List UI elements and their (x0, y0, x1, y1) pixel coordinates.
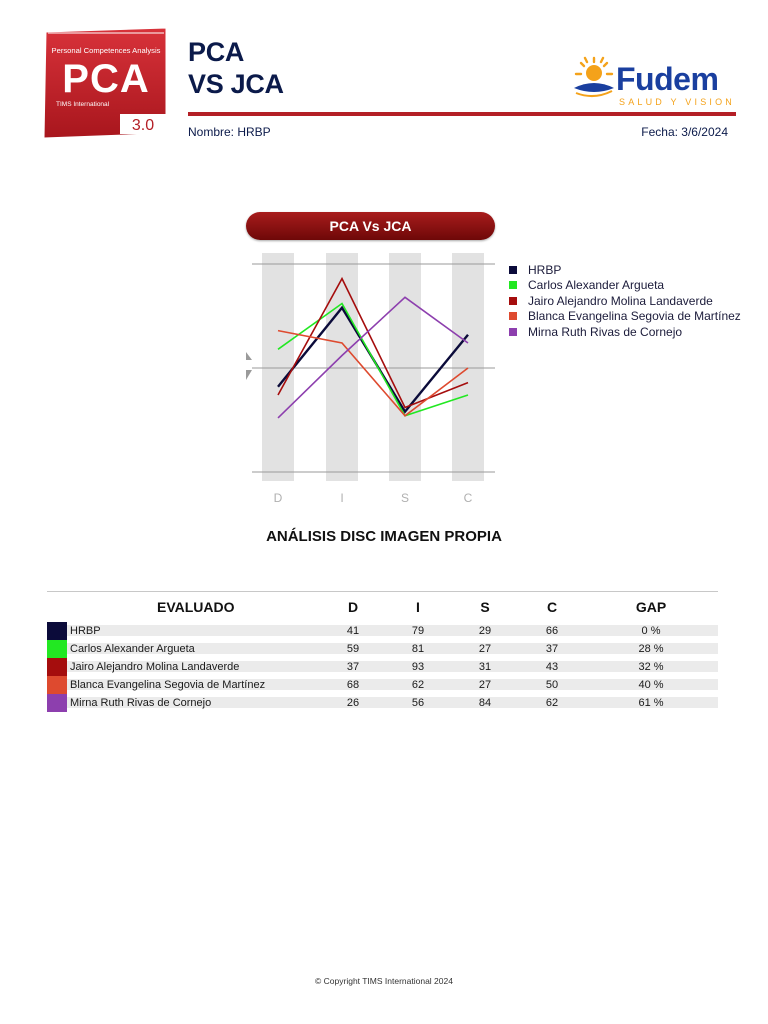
header-d: D (347, 599, 359, 615)
page-title-line2: VS JCA (188, 69, 284, 99)
row-s: 27 (478, 643, 492, 655)
row-name: HRBP (70, 625, 101, 637)
row-color-swatch (47, 676, 67, 694)
legend-swatch (509, 281, 517, 289)
arrow-marker-icon (246, 370, 252, 380)
series-line (278, 304, 468, 416)
row-color-swatch (47, 622, 67, 640)
legend-label: Mirna Ruth Rivas de Cornejo (528, 324, 683, 339)
row-gap: 61 % (638, 697, 664, 709)
row-c: 50 (545, 679, 559, 691)
header-evaluado: EVALUADO (157, 599, 235, 615)
fudem-logo-name: Fudem (616, 61, 719, 97)
row-color-swatch (47, 694, 67, 712)
row-i: 62 (411, 679, 425, 691)
chart-legend (509, 262, 741, 340)
legend-item (509, 309, 741, 325)
table-row (47, 676, 718, 694)
legend-swatch (509, 266, 517, 274)
row-c: 43 (545, 661, 559, 673)
row-gap: 40 % (638, 679, 664, 691)
date-field: Fecha: 3/6/2024 (641, 125, 728, 139)
pca-logo-version: 3.0 (131, 117, 155, 134)
row-d: 59 (346, 643, 360, 655)
row-gap: 28 % (638, 643, 664, 655)
x-tick-label: I (340, 491, 344, 505)
row-s: 29 (478, 625, 492, 637)
row-i: 56 (411, 697, 425, 709)
row-d: 68 (346, 679, 360, 691)
row-s: 84 (478, 697, 492, 709)
row-d: 37 (346, 661, 360, 673)
legend-label: HRBP (528, 262, 562, 277)
column-band (262, 253, 294, 481)
header-gap: GAP (635, 599, 667, 615)
row-gap: 32 % (638, 661, 664, 673)
legend-label: Blanca Evangelina Segovia de Martínez (528, 309, 741, 324)
results-table (47, 591, 718, 712)
column-band (452, 253, 484, 481)
fudem-logo-tagline: SALUD Y VISION (619, 97, 735, 107)
series-line (278, 279, 468, 408)
x-tick-label: D (273, 491, 283, 505)
legend-item (509, 262, 741, 278)
row-c: 66 (545, 625, 559, 637)
column-band (389, 253, 421, 481)
page-title-line1: PCA (188, 37, 245, 67)
table-row (47, 622, 718, 640)
legend-swatch (509, 297, 517, 305)
row-d: 26 (346, 697, 360, 709)
row-i: 93 (411, 661, 425, 673)
section-title: ANÁLISIS DISC IMAGEN PROPIA (266, 528, 502, 545)
row-s: 31 (478, 661, 492, 673)
name-field: Nombre: HRBP (188, 125, 271, 139)
header-c: C (546, 599, 558, 615)
pca-logo (42, 26, 170, 142)
header-i: I (416, 599, 420, 615)
table-row (47, 640, 718, 658)
chart-title: PCA Vs JCA (246, 212, 495, 240)
legend-label: Carlos Alexander Argueta (528, 278, 665, 293)
row-c: 37 (545, 643, 559, 655)
row-color-swatch (47, 658, 67, 676)
fudem-logo (572, 56, 738, 112)
page-title (188, 36, 284, 100)
pca-logo-mark: PCA (62, 57, 150, 101)
legend-swatch (509, 312, 517, 320)
legend-item (509, 293, 741, 309)
header-s: S (480, 599, 490, 615)
disc-line-chart (240, 246, 502, 516)
pca-logo-tagline: Personal Competences Analysis (51, 46, 161, 55)
row-d: 41 (346, 625, 360, 637)
header-divider (188, 112, 736, 116)
legend-label: Jairo Alejandro Molina Landaverde (528, 293, 713, 308)
row-name: Jairo Alejandro Molina Landaverde (70, 661, 240, 673)
arrow-marker-icon (246, 352, 252, 360)
row-name: Blanca Evangelina Segovia de Martínez (70, 679, 266, 691)
row-gap: 0 % (641, 625, 661, 637)
sun-icon (574, 58, 614, 96)
row-i: 79 (411, 625, 425, 637)
table-header (47, 592, 718, 622)
x-tick-label: C (463, 491, 473, 505)
legend-item (509, 278, 741, 294)
pca-logo-company: TIMS International (56, 101, 110, 108)
table-row (47, 694, 718, 712)
row-c: 62 (545, 697, 559, 709)
table-row (47, 658, 718, 676)
row-i: 81 (411, 643, 425, 655)
legend-swatch (509, 328, 517, 336)
row-name: Mirna Ruth Rivas de Cornejo (70, 697, 212, 709)
copyright: © Copyright TIMS International 2024 (315, 976, 453, 986)
row-stripe (67, 625, 718, 636)
x-tick-label: S (400, 491, 410, 505)
row-s: 27 (478, 679, 492, 691)
row-color-swatch (47, 640, 67, 658)
row-name: Carlos Alexander Argueta (70, 643, 195, 655)
legend-item (509, 324, 741, 340)
table-body (47, 622, 718, 712)
